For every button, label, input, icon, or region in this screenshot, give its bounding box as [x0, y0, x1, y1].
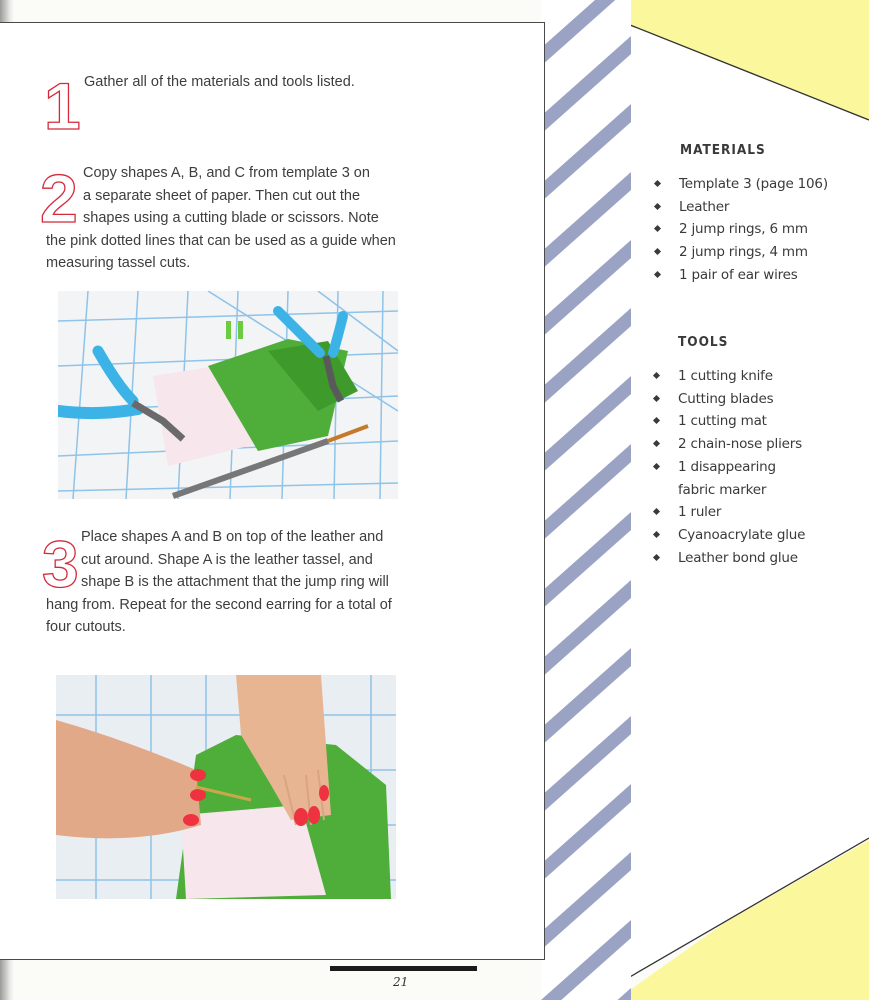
bullet-icon	[654, 203, 661, 210]
step-2-line: the pink dotted lines that can be used as a guide when	[46, 232, 396, 249]
materials-item-label: 2 jump rings, 6 mm	[679, 221, 808, 238]
materials-item-label: Leather	[679, 198, 730, 215]
step-2-text	[46, 162, 526, 275]
step-3-line: four cutouts.	[46, 619, 126, 635]
page-bar	[330, 966, 477, 971]
materials-item-label: Template 3 (page 106)	[679, 176, 828, 192]
tools-item-label: 2 chain-nose pliers	[678, 436, 802, 453]
tools-item	[654, 410, 805, 433]
tools-item	[654, 547, 805, 570]
tools-title: TOOLS	[678, 334, 729, 350]
instruction-panel	[0, 22, 545, 960]
bullet-icon	[654, 225, 661, 232]
page-number: 21	[393, 975, 409, 989]
tools-item	[654, 524, 805, 547]
tools-item	[654, 501, 805, 524]
photo-cut-shapes-with-pliers	[58, 291, 398, 499]
step-3-line: shape B is the attachment that the jump ring will	[81, 574, 389, 590]
materials-title: MATERIALS	[680, 142, 766, 158]
bullet-icon	[653, 508, 660, 515]
materials-item	[655, 196, 828, 219]
step-3-line: Place shapes A and B on top of the leather and	[81, 529, 384, 545]
tools-item-label: fabric marker	[678, 481, 767, 498]
tools-item	[654, 433, 805, 456]
materials-item-label: 2 jump rings, 4 mm	[679, 244, 808, 261]
tools-item-label: Cutting blades	[678, 390, 774, 407]
tools-item-label: 1 ruler	[678, 504, 722, 521]
tools-item	[654, 479, 805, 502]
step-3-line: hang from. Repeat for the second earring for a total of	[46, 596, 392, 613]
bullet-icon	[653, 395, 660, 402]
bullet-icon	[653, 531, 660, 538]
tools-item-label: Cyanoacrylate glue	[678, 526, 806, 543]
bullet-icon	[654, 180, 661, 187]
step-3-number: 3	[42, 527, 79, 601]
bullet-icon	[654, 271, 661, 278]
tools-item-label: Leather bond glue	[678, 549, 798, 566]
tools-item	[654, 388, 805, 411]
tools-item-label: 1 disappearing	[678, 458, 776, 475]
tools-list	[654, 365, 805, 569]
step-2-line: Copy shapes A, B, and C from template 3 on	[83, 165, 370, 181]
bullet-icon	[654, 248, 661, 255]
step-1-text: Gather all of the materials and tools listed.	[84, 74, 355, 90]
tools-item-label: 1 cutting mat	[678, 413, 767, 430]
materials-item	[655, 264, 828, 287]
bullet-icon	[653, 463, 660, 470]
bullet-icon	[653, 554, 660, 561]
tools-item	[654, 365, 805, 388]
materials-item	[655, 173, 828, 196]
step-2-number: 2	[40, 161, 78, 237]
step-2-line: shapes using a cutting blade or scissors. Note	[83, 210, 379, 226]
materials-list	[655, 173, 828, 287]
step-2-line: measuring tassel cuts.	[46, 255, 191, 271]
tools-item	[654, 456, 805, 479]
materials-item	[655, 241, 828, 264]
bullet-icon	[653, 372, 660, 379]
step-1-number: 1	[44, 69, 81, 143]
step-3-text	[46, 526, 526, 639]
materials-item	[655, 218, 828, 241]
chevron-stripe-decoration	[541, 0, 631, 1000]
materials-item-label: 1 pair of ear wires	[679, 266, 798, 283]
step-2-line: a separate sheet of paper. Then cut out the	[83, 187, 361, 204]
photo-cutting-leather	[56, 675, 396, 899]
bullet-icon	[653, 440, 660, 447]
step-3-line: cut around. Shape A is the leather tassel, and	[81, 551, 373, 568]
bullet-icon	[653, 417, 660, 424]
supplies-column	[624, 22, 869, 977]
tools-item-label: 1 cutting knife	[678, 368, 773, 384]
